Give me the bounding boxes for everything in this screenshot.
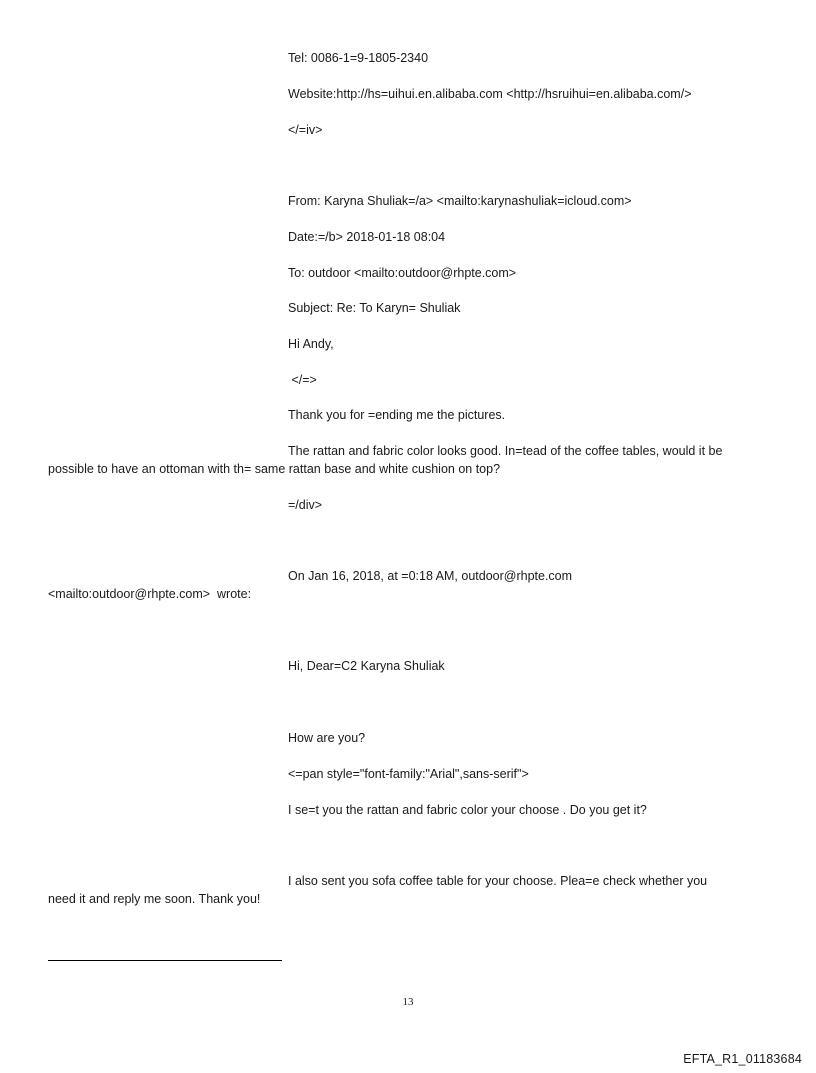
subject-line: Subject: Re: To Karyn= Shuliak <box>288 301 461 315</box>
to-line: To: outdoor <mailto:outdoor@rhpte.com> <box>288 266 517 280</box>
reply-greeting: Hi, Dear=C2 Karyna Shuliak <box>288 659 445 673</box>
markup-fragment: <=pan style="font-family:"Arial",sans-serif"> <box>288 767 529 781</box>
greeting-line: Hi Andy, <box>288 337 334 351</box>
page-number: 13 <box>402 996 414 1008</box>
markup-fragment: </=> <box>288 373 317 387</box>
body-line: need it and reply me soon. Thank you! <box>48 892 261 906</box>
body-line: How are you? <box>288 731 366 745</box>
website-line: Website:http://hs=uihui.en.alibaba.com <http://hsruihui=en.alibaba.com/> <box>288 87 692 101</box>
markup-fragment: =/div> <box>288 498 323 512</box>
bates-number: EFTA_R1_01183684 <box>683 1052 802 1066</box>
body-line: The rattan and fabric color looks good. In=tead of the coffee tables, would it be <box>288 444 723 458</box>
footnote-divider <box>48 960 282 961</box>
thanks-line: Thank you for =ending me the pictures. <box>288 408 506 422</box>
body-line: I se=t you the rattan and fabric color your choose . Do you get it? <box>288 803 647 817</box>
from-line: From: Karyna Shuliak=/a> <mailto:karynashuliak=icloud.com> <box>288 194 632 208</box>
tel-line: Tel: 0086-1=9-1805-2340 <box>288 51 429 65</box>
markup-fragment: </=iv> <box>288 123 323 137</box>
quote-header: On Jan 16, 2018, at =0:18 AM, outdoor@rhpte.com <box>288 569 573 583</box>
date-line: Date:=/b> 2018-01-18 08:04 <box>288 230 446 244</box>
body-line: I also sent you sofa coffee table for your choose. Plea=e check whether you <box>288 874 708 888</box>
body-line: possible to have an ottoman with th= same rattan base and white cushion on top? <box>48 462 501 476</box>
quote-header: <mailto:outdoor@rhpte.com> wrote: <box>48 587 252 601</box>
